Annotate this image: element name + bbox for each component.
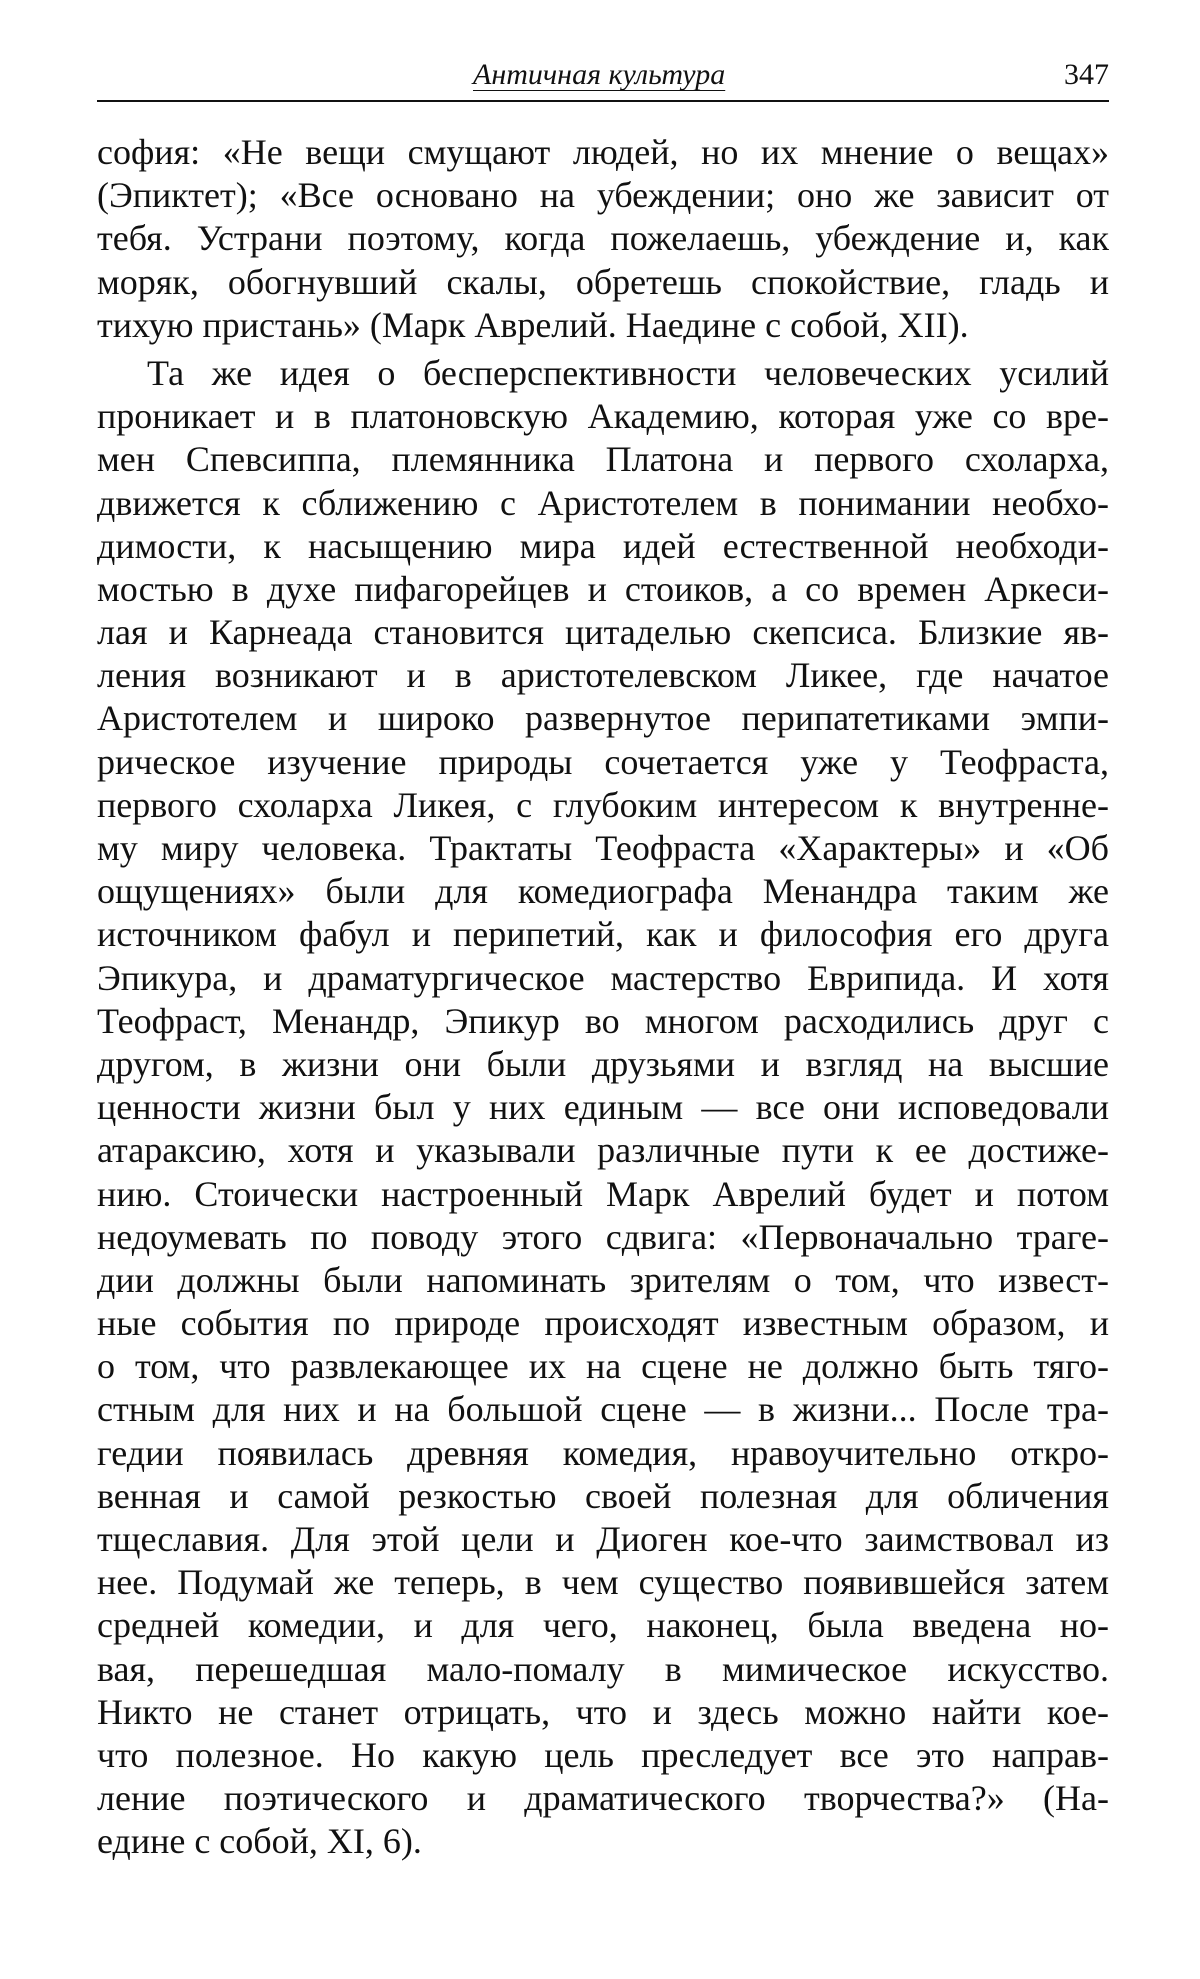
body-text bbox=[97, 131, 1109, 1864]
text-line: движется к сближению с Аристотелем в понимании необхо- bbox=[97, 482, 1109, 523]
text-line: лая и Карнеада становится цитаделью скепсиса. Близкие яв- bbox=[97, 612, 1109, 653]
page-number: 347 bbox=[1064, 58, 1109, 91]
text-line: что полезное. Но какую цель преследует все это направ- bbox=[97, 1734, 1109, 1775]
text-line: му миру человека. Трактаты Теофраста «Характеры» и «Об bbox=[97, 828, 1109, 868]
text-line: проникает и в платоновскую Академию, которая уже со вре- bbox=[97, 396, 1109, 437]
text-line: атараксию, хотя и указывали различные пути к ее достиже- bbox=[97, 1130, 1109, 1171]
text-line: нию. Стоически настроенный Марк Аврелий будет и потом bbox=[97, 1173, 1109, 1214]
running-header bbox=[97, 52, 1109, 102]
text-line: ления возникают и в аристотелевском Ликее, где начатое bbox=[97, 655, 1109, 696]
text-line: тебя. Устрани поэтому, когда пожелаешь, убеждение и, как bbox=[97, 218, 1109, 259]
text-line: гедии появилась древняя комедия, нравоучительно откро- bbox=[97, 1432, 1109, 1473]
text-line: другом, в жизни они были друзьями и взгляд на высшие bbox=[97, 1043, 1109, 1084]
text-line: мостью в духе пифагорейцев и стоиков, а со времен Аркеси- bbox=[97, 568, 1109, 609]
text-line: нее. Подумай же теперь, в чем существо появившейся затем bbox=[97, 1562, 1109, 1603]
text-line: тщеславия. Для этой цели и Диоген кое-что заимствовал из bbox=[97, 1519, 1109, 1559]
text-line: димости, к насыщению мира идей естественной необходи- bbox=[97, 525, 1109, 566]
paragraph bbox=[97, 131, 1109, 347]
text-line: вая, перешедшая мало-помалу в мимическое искусство. bbox=[97, 1648, 1109, 1689]
running-title: Античная культура bbox=[473, 58, 726, 91]
text-line: Эпикура, и драматургическое мастерство Еврипида. И хотя bbox=[97, 957, 1109, 998]
text-line: ощущениях» были для комедиографа Менандра таким же bbox=[97, 871, 1109, 912]
text-line: мен Спевсиппа, племянника Платона и первого схоларха, bbox=[97, 439, 1109, 480]
text-line: ценности жизни был у них единым — все они исповедовали bbox=[97, 1087, 1109, 1128]
text-line: ные события по природе происходят известным образом, и bbox=[97, 1303, 1109, 1344]
text-line: первого схоларха Ликея, с глубоким интересом к внутренне- bbox=[97, 784, 1109, 825]
text-line: моряк, обогнувший скалы, обретешь спокойствие, гладь и bbox=[97, 261, 1109, 302]
text-line: стным для них и на большой сцене — в жизни... После тра- bbox=[97, 1389, 1109, 1430]
text-line: венная и самой резкостью своей полезная для обличения bbox=[97, 1475, 1109, 1516]
text-line: дии должны были напоминать зрителям о том, что извест- bbox=[97, 1259, 1109, 1300]
text-line: (Эпиктет); «Все основано на убеждении; оно же зависит от bbox=[97, 175, 1109, 216]
text-line: Аристотелем и широко развернутое перипатетиками эмпи- bbox=[97, 698, 1109, 739]
paragraph bbox=[97, 352, 1109, 1864]
text-line: источником фабул и перипетий, как и философия его друга bbox=[97, 914, 1109, 955]
text-line: софия: «Не вещи смущают людей, но их мнение о вещах» bbox=[97, 132, 1109, 172]
text-line: рическое изучение природы сочетается уже у Теофраста, bbox=[97, 741, 1109, 782]
text-line: Теофраст, Менандр, Эпикур во многом расходились друг с bbox=[97, 1000, 1109, 1041]
text-line: недоумевать по поводу этого сдвига: «Первоначально траге- bbox=[97, 1216, 1109, 1257]
text-line: о том, что развлекающее их на сцене не должно быть тяго- bbox=[97, 1346, 1109, 1387]
text-line: средней комедии, и для чего, наконец, была введена но- bbox=[97, 1605, 1109, 1646]
text-line: Та же идея о бесперспективности человеческих усилий bbox=[147, 352, 1109, 393]
text-line: едине с собой, XI, 6). bbox=[97, 1821, 422, 1862]
text-line: Никто не станет отрицать, что и здесь можно найти кое- bbox=[97, 1691, 1109, 1732]
text-line: тихую пристань» (Марк Аврелий. Наедине с собой, XII). bbox=[97, 304, 969, 345]
text-line: ление поэтического и драматического творчества?» (На- bbox=[97, 1778, 1109, 1819]
